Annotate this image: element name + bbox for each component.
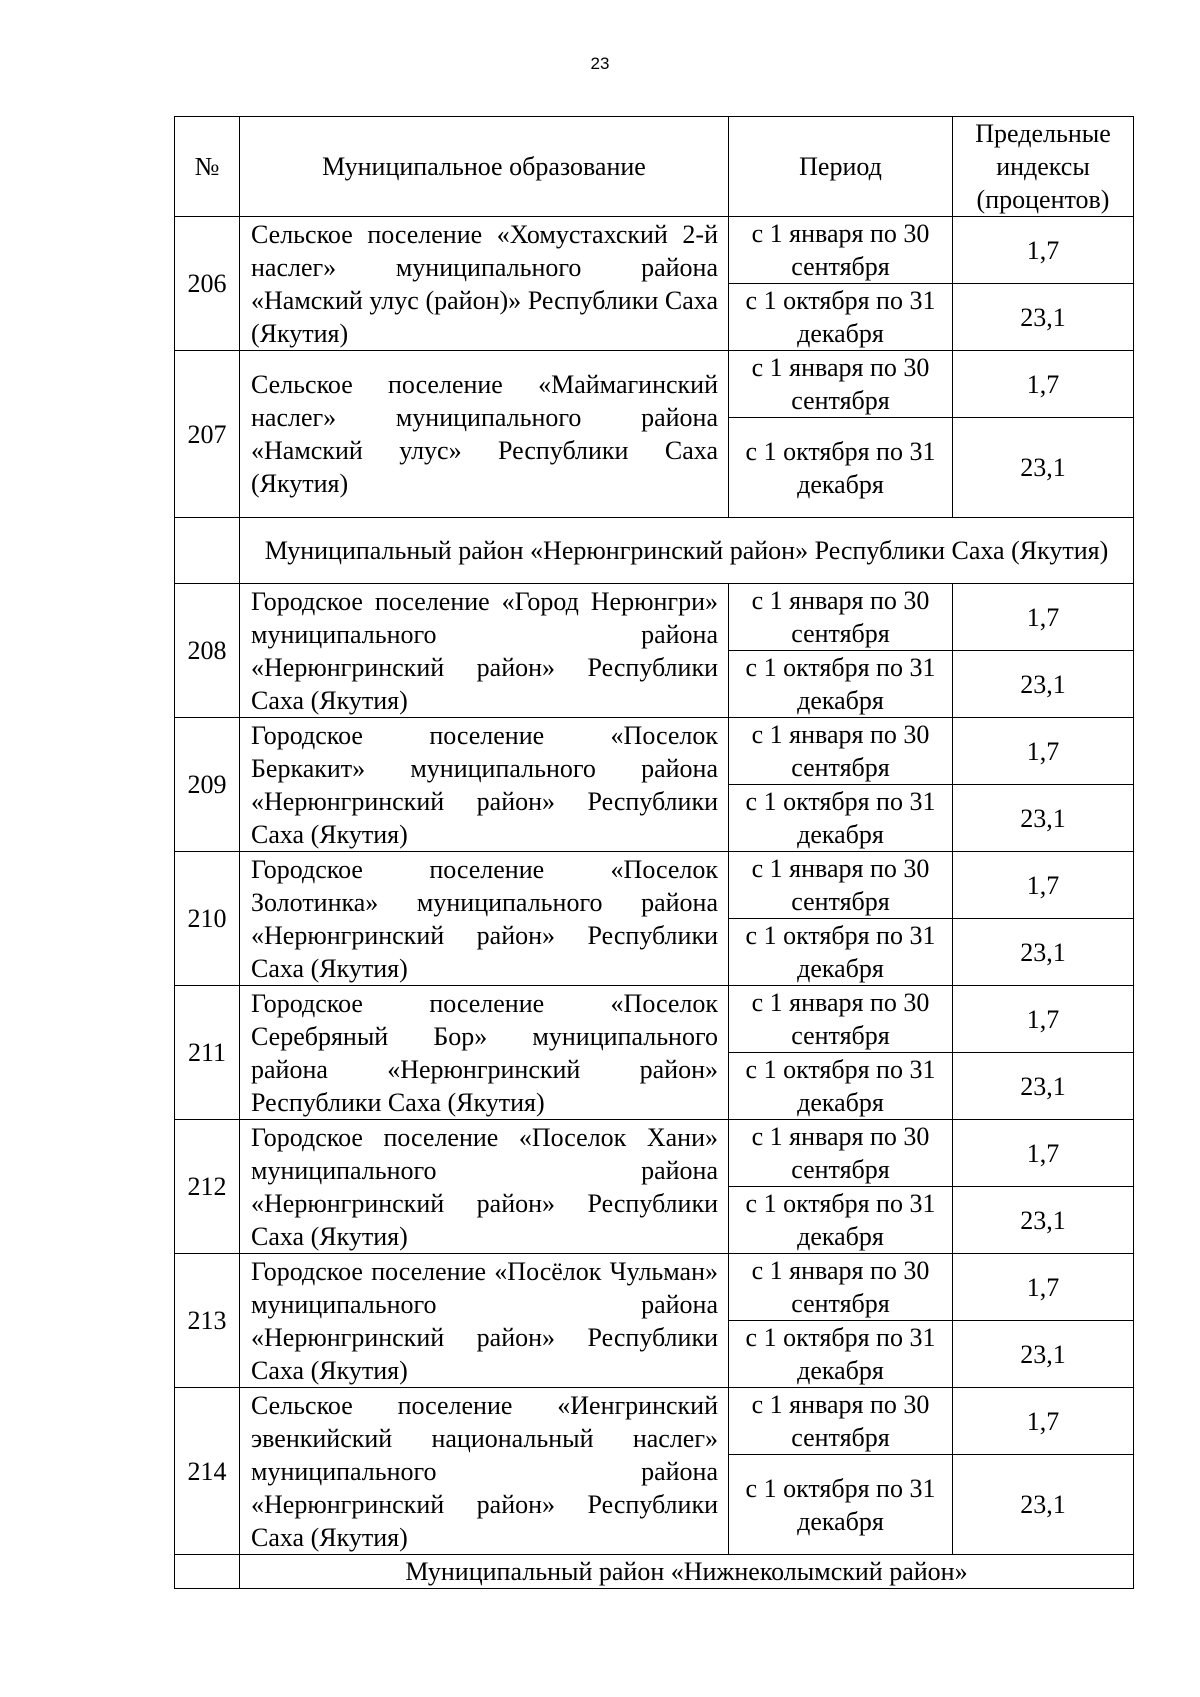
index-value: 1,7 bbox=[953, 1120, 1134, 1187]
period-cell: с 1 октября по 31 декабря bbox=[729, 1187, 953, 1254]
index-value: 23,1 bbox=[953, 651, 1134, 718]
table-row bbox=[175, 1254, 1134, 1321]
period-cell: с 1 января по 30 сентября bbox=[729, 986, 953, 1053]
district-num-cell bbox=[175, 1555, 240, 1589]
index-value: 23,1 bbox=[953, 1455, 1134, 1555]
table-row bbox=[175, 852, 1134, 919]
municipality-name: Сельское поселение «Иенгринский эвенкийский национальный наслег» муниципального района «Нерюнгринский район» Республики Саха (Якутия) bbox=[240, 1388, 729, 1555]
period-cell: с 1 октября по 31 декабря bbox=[729, 1321, 953, 1388]
table-row bbox=[175, 718, 1134, 785]
municipality-name: Городское поселение «Поселок Золотинка» муниципального района «Нерюнгринский район» Республики Саха (Якутия) bbox=[240, 852, 729, 986]
period-cell: с 1 января по 30 сентября bbox=[729, 217, 953, 284]
page-number: 23 bbox=[590, 54, 610, 73]
row-number: 212 bbox=[175, 1120, 240, 1254]
index-value: 1,7 bbox=[953, 217, 1134, 284]
district-heading-row bbox=[175, 1555, 1134, 1589]
row-number: 210 bbox=[175, 852, 240, 986]
municipality-name: Городское поселение «Поселок Беркакит» муниципального района «Нерюнгринский район» Республики Саха (Якутия) bbox=[240, 718, 729, 852]
index-value: 23,1 bbox=[953, 1053, 1134, 1120]
period-cell: с 1 января по 30 сентября bbox=[729, 584, 953, 651]
index-value: 1,7 bbox=[953, 1254, 1134, 1321]
period-cell: с 1 января по 30 сентября bbox=[729, 351, 953, 418]
table-row bbox=[175, 1388, 1134, 1455]
header-index: Предельные индексы (процентов) bbox=[953, 117, 1134, 217]
municipality-name: Городское поселение «Поселок Серебряный Бор» муниципального района «Нерюнгринский район» Республики Саха (Якутия) bbox=[240, 986, 729, 1120]
period-cell: с 1 января по 30 сентября bbox=[729, 1120, 953, 1187]
index-value: 1,7 bbox=[953, 351, 1134, 418]
district-name: Муниципальный район «Нерюнгринский район» Республики Саха (Якутия) bbox=[240, 518, 1134, 584]
row-number: 206 bbox=[175, 217, 240, 351]
index-value: 1,7 bbox=[953, 852, 1134, 919]
period-cell: с 1 октября по 31 декабря bbox=[729, 785, 953, 852]
table-row bbox=[175, 351, 1134, 418]
header-period: Период bbox=[729, 117, 953, 217]
period-cell: с 1 января по 30 сентября bbox=[729, 718, 953, 785]
district-num-cell bbox=[175, 518, 240, 584]
table-row bbox=[175, 584, 1134, 651]
table-row bbox=[175, 986, 1134, 1053]
period-cell: с 1 октября по 31 декабря bbox=[729, 651, 953, 718]
index-value: 23,1 bbox=[953, 418, 1134, 518]
period-cell: с 1 октября по 31 декабря bbox=[729, 418, 953, 518]
municipality-name: Городское поселение «Посёлок Чульман» муниципального района «Нерюнгринский район» Республики Саха (Якутия) bbox=[240, 1254, 729, 1388]
municipality-name: Городское поселение «Поселок Хани» муниципального района «Нерюнгринский район» Республики Саха (Якутия) bbox=[240, 1120, 729, 1254]
row-number: 211 bbox=[175, 986, 240, 1120]
index-value: 23,1 bbox=[953, 785, 1134, 852]
index-value: 23,1 bbox=[953, 284, 1134, 351]
district-heading-row bbox=[175, 518, 1134, 584]
period-cell: с 1 октября по 31 декабря bbox=[729, 1053, 953, 1120]
table-row bbox=[175, 1120, 1134, 1187]
period-cell: с 1 октября по 31 декабря bbox=[729, 919, 953, 986]
period-cell: с 1 января по 30 сентября bbox=[729, 1254, 953, 1321]
index-value: 23,1 bbox=[953, 1321, 1134, 1388]
row-number: 209 bbox=[175, 718, 240, 852]
row-number: 208 bbox=[175, 584, 240, 718]
index-value: 1,7 bbox=[953, 1388, 1134, 1455]
header-municipality: Муниципальное образование bbox=[240, 117, 729, 217]
district-name: Муниципальный район «Нижнеколымский район» bbox=[240, 1555, 1134, 1589]
period-cell: с 1 января по 30 сентября bbox=[729, 1388, 953, 1455]
row-number: 213 bbox=[175, 1254, 240, 1388]
row-number: 207 bbox=[175, 351, 240, 518]
municipality-name: Сельское поселение «Хомустахский 2-й наслег» муниципального района «Намский улус (район)» Республики Саха (Якутия) bbox=[240, 217, 729, 351]
municipality-name: Городское поселение «Город Нерюнгри» муниципального района «Нерюнгринский район» Республики Саха (Якутия) bbox=[240, 584, 729, 718]
period-cell: с 1 января по 30 сентября bbox=[729, 852, 953, 919]
index-value: 23,1 bbox=[953, 919, 1134, 986]
limit-index-table bbox=[174, 116, 1134, 1589]
index-value: 1,7 bbox=[953, 986, 1134, 1053]
index-value: 1,7 bbox=[953, 718, 1134, 785]
period-cell: с 1 октября по 31 декабря bbox=[729, 284, 953, 351]
header-num: № bbox=[175, 117, 240, 217]
table-row bbox=[175, 217, 1134, 284]
index-value: 23,1 bbox=[953, 1187, 1134, 1254]
municipality-name: Сельское поселение «Маймагинский наслег» муниципального района «Намский улус» Республики Саха (Якутия) bbox=[240, 351, 729, 518]
row-number: 214 bbox=[175, 1388, 240, 1555]
index-value: 1,7 bbox=[953, 584, 1134, 651]
period-cell: с 1 октября по 31 декабря bbox=[729, 1455, 953, 1555]
table-header-row bbox=[175, 117, 1134, 217]
